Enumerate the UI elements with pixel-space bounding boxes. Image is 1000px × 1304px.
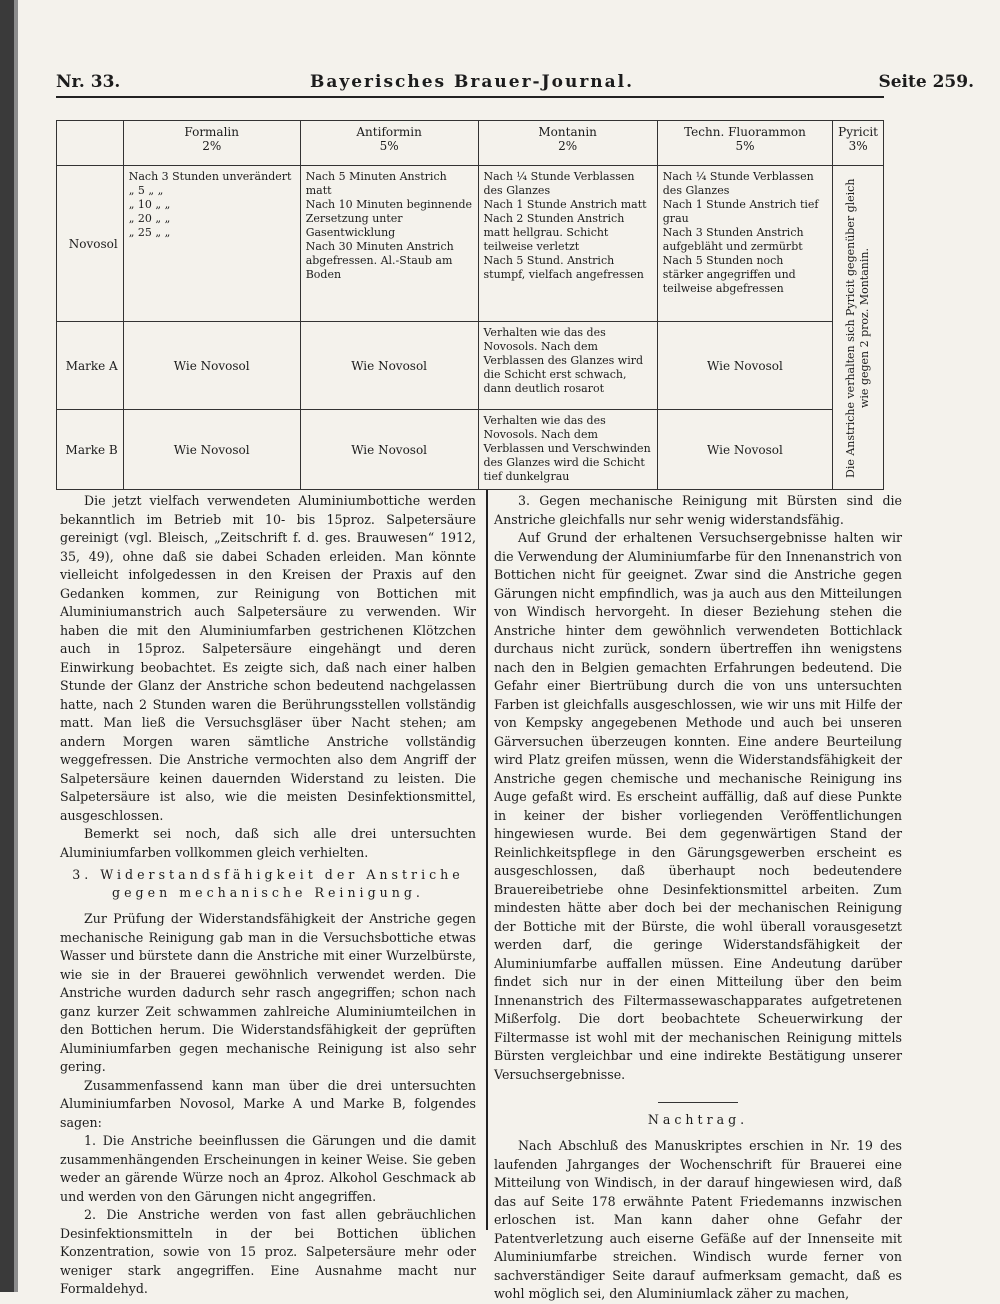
- paragraph: 2. Die Anstriche werden von fast allen gebräuchlichen Desinfektionsmitteln in der bei Bottichen üblichen Konzentration, sowie von 15 proz. Salpetersäure mehr oder weniger stark angegriffen. Eine Ausnahme macht nur Formaldehyd.: [60, 1207, 476, 1296]
- column-divider: [486, 490, 488, 1230]
- binding-shadow: [14, 0, 18, 1292]
- paragraph: Auf Grund der erhaltenen Versuchsergebnisse halten wir die Verwendung der Aluminiumfarbe für den Innenanstrich von Bottichen nicht für geeignet. Zwar sind die Anstriche gegen Gärungen nicht empfindlich, was ja auch aus den Mitteilungen von Windisch hervorgeht. In dieser Beziehung stehen die Anstriche hinter dem gewöhnlich verwendeten Bottichlack durchaus nicht zurück, sondern übertreffen ihn wenigstens nach den in Belgien gemachten Erfahrungen bedeutend. Die Gefahr einer Biertrübung durch die von uns untersuchten Farben ist gleichfalls ausgeschlossen, wie wir uns mit Hilfe der von Kempsky angegebenen Methode und auch bei unseren Gärversuchen überzeugen konnten. Eine andere Beurteilung wird Platz greifen müssen, wenn die Widerstandsfähigkeit der Anstriche gegen chemische und mechanische Reinigung ins Auge gefaßt wird. Es erscheint auffällig, daß auf diese Punkte in keiner der bisher vorliegenden Veröffentlichungen hingewiesen wurde. Bei dem gegenwärtigen Stand der Reinlichkeitspflege in den Gärungsgewerben erscheint es ausgeschlossen, daß überhaupt noch bedeutendere Brauereibetriebe ohne Desinfektionsmittel arbeiten. Zum mindesten hätte aber doch bei der mechanischen Reinigung der Bottiche mit der Bürste, die wohl überall vorausgesetzt werden darf, die geringe Widerstandsfähigkeit der Aluminiumfarbe auffallen müssen. Eine Andeutung darüber findet sich nur in der einen Mitteilung über den beim Innenanstrich des Filtermassewaschapparates aufgetretenen Mißerfolg. Die dort beobachtete Scheuerwirkung der Filtermasse ist wohl mit der mechanischen Reinigung mittels Bürsten vergleichbar und eine indirekte Bestätigung unserer Versuchsergebnisse.: [494, 530, 902, 1082]
- left-column: [60, 492, 476, 1299]
- cell-montanin: Verhalten wie das des Novosols. Nach dem Verblassen des Glanzes wird die Schicht erst schwach, dann deutlich rosarot: [478, 322, 657, 410]
- paragraph: 3. Gegen mechanische Reinigung mit Bürsten sind die Anstriche gleichfalls nur sehr wenig widerstandsfähig.: [494, 493, 902, 527]
- table-header-row: [57, 121, 884, 166]
- page-header: [56, 72, 974, 98]
- journal-page: [30, 0, 988, 1301]
- row-label: Marke A: [57, 322, 124, 410]
- paragraph: Bemerkt sei noch, daß sich alle drei untersuchten Aluminiumfarben vollkommen gleich verhielten.: [60, 826, 476, 860]
- right-column: [494, 492, 902, 1304]
- section-rule: [658, 1102, 738, 1103]
- binding-edge: [0, 0, 14, 1292]
- row-label: Marke B: [57, 410, 124, 490]
- cell-antiformin: Wie Novosol: [300, 322, 478, 410]
- table-row: [57, 410, 884, 490]
- row-label: Novosol: [57, 166, 124, 322]
- issue-number: Nr. 33.: [56, 72, 121, 92]
- paragraph: Zusammenfassend kann man über die drei untersuchten Aluminiumfarben Novosol, Marke A und Marke B, folgendes sagen:: [60, 1077, 476, 1130]
- pyricit-note: Die Anstriche verhalten sich Pyricit gegenüber gleich wie gegen 2 proz. Montanin.: [844, 177, 872, 478]
- journal-title: Bayerisches Brauer-Journal.: [309, 72, 635, 92]
- cell-formalin: Nach 3 Stunden unverändert „ 5 „ „ „ 10 „ „ „ 20 „ „ „ 25 „ „: [123, 166, 300, 322]
- table-row: [57, 322, 884, 410]
- cell-antiformin: Nach 5 Minuten Anstrich matt Nach 10 Minuten beginnende Zersetzung unter Gasentwicklung Nach 30 Minuten Anstrich abgefressen. Al.-Staub am Boden: [300, 166, 478, 322]
- results-table: [56, 120, 884, 490]
- page-number: Seite 259.: [878, 72, 974, 92]
- paragraph: Die jetzt vielfach verwendeten Aluminiumbottiche werden bekanntlich im Betrieb mit 10- bis 15proz. Salpetersäure gereinigt (vgl. Bleisch, „Zeitschrift f. d. ges. Brauwesen“ 1912, 35, 49), ohne daß sie dabei Schaden erleiden. Man könnte vielleicht infolgedessen in den Kreisen der Praxis auf den Gedanken kommen, zur Reinigung von Bottichen mit Aluminiumanstrich auch Salpetersäure zu verwenden. Wir haben die mit den Aluminiumfarben gestrichenen Klötzchen auch in 15proz. Salpetersäure eingehängt und deren Einwirkung beobachtet. Es zeigte sich, daß nach einer halben Stunde der Glanz der Anstriche schon bedeutend nachgelassen hatte, nach 2 Stunden waren die Berührungsstellen vollständig matt. Man ließ die Versuchsgläser über Nacht stehen; am andern Morgen waren sämtliche Anstriche vollständig weggefressen. Die Anstriche vermochten also dem Angriff der Salpetersäure keinen dauernden Widerstand zu leisten. Die Salpetersäure ist also, wie die meisten Desinfektionsmittel, ausgeschlossen.: [60, 493, 476, 823]
- cell-montanin: Verhalten wie das des Novosols. Nach dem Verblassen und Verschwinden des Glanzes wird die Schicht tief dunkelgrau: [478, 410, 657, 490]
- corner-cell: [57, 121, 124, 166]
- paragraph: 1. Die Anstriche beeinflussen die Gärungen und die damit zusammenhängenden Erscheinungen in keiner Weise. Sie geben weder an gärende Würze noch an 4proz. Alkohol Geschmack ab und werden von den Gärungen nicht angegriffen.: [60, 1133, 476, 1204]
- col-header-montanin: Montanin 2%: [478, 121, 657, 166]
- cell-montanin: Nach ¼ Stunde Verblassen des Glanzes Nach 1 Stunde Anstrich matt Nach 2 Stunden Anstrich matt hellgrau. Schicht teilweise verletzt Nach 5 Stund. Anstrich stumpf, vielfach angefressen: [478, 166, 657, 322]
- table-row: [57, 166, 884, 322]
- section-heading: Nachtrag.: [647, 1112, 749, 1127]
- cell-fluorammon: Nach ¼ Stunde Verblassen des Glanzes Nach 1 Stunde Anstrich tief grau Nach 3 Stunden Anstrich aufgebläht und zermürbt Nach 5 Stunden noch stärker angegriffen und teilweise abgefressen: [657, 166, 832, 322]
- cell-pyricit: [833, 166, 884, 490]
- cell-formalin: Wie Novosol: [123, 322, 300, 410]
- section-heading: 3. Widerstandsfähigkeit der Anstriche gegen mechanische Reinigung.: [72, 867, 464, 900]
- cell-antiformin: Wie Novosol: [300, 410, 478, 490]
- header-rule: [56, 96, 884, 98]
- col-header-pyricit: Pyricit 3%: [833, 121, 884, 166]
- cell-fluorammon: Wie Novosol: [657, 322, 832, 410]
- col-header-fluorammon: Techn. Fluorammon 5%: [657, 121, 832, 166]
- paragraph: Nach Abschluß des Manuskriptes erschien in Nr. 19 des laufenden Jahrganges der Wochenschrift für Brauerei eine Mitteilung von Windisch, in der darauf hingewiesen wird, daß das auf Seite 178 erwähnte Patent Friedemanns inzwischen erloschen ist. Man kann daher ohne Gefahr der Patentverletzung auch eiserne Gefäße auf der Innenseite mit Aluminiumfarbe streichen. Windisch wurde ferner von sachverständiger Seite darauf aufmerksam gemacht, daß es wohl möglich sei, den Aluminiumlack zäher zu machen,: [494, 1138, 902, 1301]
- cell-formalin: Wie Novosol: [123, 410, 300, 490]
- col-header-formalin: Formalin 2%: [123, 121, 300, 166]
- cell-fluorammon: Wie Novosol: [657, 410, 832, 490]
- paragraph: Zur Prüfung der Widerstandsfähigkeit der Anstriche gegen mechanische Reinigung gab man in die Versuchsbottiche etwas Wasser und bürstete dann die Anstriche mit einer Wurzelbürste, wie sie in der Brauerei gewöhnlich verwendet werden. Die Anstriche wurden dadurch sehr rasch angegriffen; schon nach ganz kurzer Zeit schwammen zahlreiche Aluminiumteilchen in den Bottichen herum. Die Widerstandsfähigkeit der geprüften Aluminiumfarben gegen mechanische Reinigung ist also sehr gering.: [60, 911, 476, 1074]
- col-header-antiformin: Antiformin 5%: [300, 121, 478, 166]
